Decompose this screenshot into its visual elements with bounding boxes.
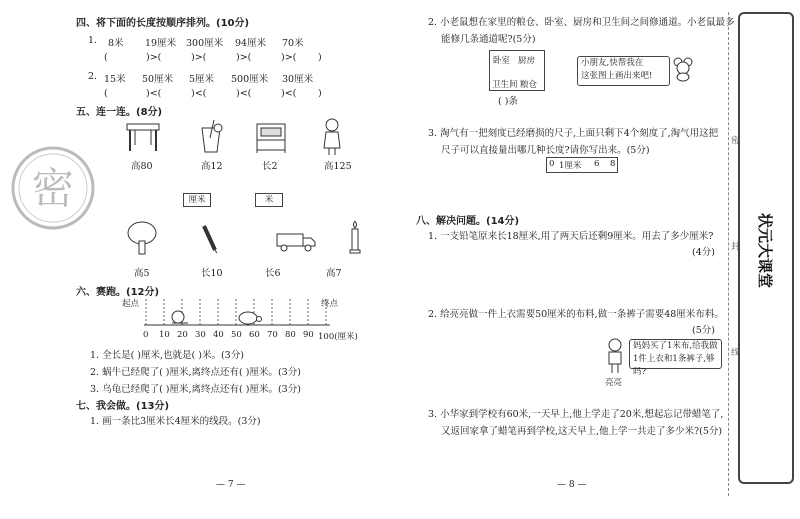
s8-q1b: (4分): [692, 247, 715, 258]
tick-label: 40: [213, 330, 224, 340]
snail-icon: [172, 311, 188, 323]
s6-q3: 3. 乌龟已经爬了( )厘米,离终点还有( )厘米。(3分): [90, 384, 301, 395]
truck-image: [275, 230, 317, 255]
tick-label: 90: [303, 330, 314, 340]
unit-box-m: 米: [255, 193, 283, 207]
brand-logo: [752, 202, 778, 298]
secret-stamp: [10, 145, 96, 231]
tick-label: 10: [159, 330, 170, 340]
s4-q2-cmp: )<(: [191, 88, 207, 99]
s4-q1-item: 300厘米: [186, 38, 224, 49]
bed-image: [253, 120, 289, 157]
bottom-label: 高7: [326, 268, 342, 279]
s6-q1: 1. 全长是( )厘米,也就是( )米。(3分): [90, 350, 244, 361]
s4-q2-num: 2.: [88, 71, 98, 82]
mouse-bubble-line1: 小朋友,快帮我在: [581, 58, 644, 68]
s4-q1-cmp: )>(: [191, 52, 207, 63]
s8-q2a: 2. 给亮亮做一件上衣需要50厘米的布料,做一条裤子需要48厘米布料。: [428, 309, 724, 320]
girl-image: [321, 118, 343, 159]
s4-q2-item: 15米: [104, 74, 126, 85]
worn-ruler: [546, 157, 618, 173]
room-granary: 粮仓: [520, 80, 538, 90]
section-4-heading: 四、将下面的长度按顺序排列。(10分): [76, 18, 250, 29]
s4-q2-cmp: (: [104, 88, 108, 99]
top-label: 高125: [324, 161, 352, 172]
ruler-mark: 6: [594, 159, 600, 169]
s4-q1-cmp: )>(: [236, 52, 252, 63]
seal-label: 封: [731, 242, 740, 252]
brand-text: 状元大课堂: [755, 212, 774, 288]
unit-box-cm: 厘米: [183, 193, 211, 207]
s4-q2-item: 30厘米: [282, 74, 314, 85]
r-q3-text2: 尺子可以直接量出哪几种长度?请你写出来。(5分): [441, 145, 650, 156]
s4-q1-item: 19厘米: [145, 38, 177, 49]
s4-q1-num: 1.: [88, 35, 98, 46]
tick-label: 60: [249, 330, 260, 340]
race-track: [140, 297, 340, 332]
seal-line: [728, 12, 730, 496]
boy-bubble-line1: 妈妈买了1米布,给我做: [633, 341, 718, 351]
s4-q1-cmp: ): [318, 52, 322, 63]
s4-q1-item: 94厘米: [235, 38, 267, 49]
cup-image: [196, 118, 226, 157]
race-start-label: 起点: [122, 299, 140, 309]
top-label: 长2: [262, 161, 278, 172]
s8-q1a: 1. 一支铅笔原来长18厘米,用了两天后还剩9厘米。用去了多少厘米?: [428, 231, 714, 242]
tick-label: 50: [231, 330, 242, 340]
s4-q2-item: 50厘米: [142, 74, 174, 85]
top-label: 高80: [131, 161, 153, 172]
s8-q3b: 又返回家拿了蜡笔再到学校,这天早上,他上学一共走了多少米?(5分): [441, 426, 723, 437]
s4-q2-item: 500厘米: [231, 74, 269, 85]
bottom-label: 高5: [134, 268, 150, 279]
r-q2-text1: 2. 小老鼠想在家里的粮仓、卧室、厨房和卫生间之间修通道。小老鼠最多: [428, 17, 735, 28]
r-q2-text2: 能修几条通道呢?(5分): [441, 34, 536, 45]
s4-q1-row: [88, 35, 97, 46]
floor-plan: [489, 50, 545, 91]
tick-label: 0: [143, 330, 149, 340]
section-5-heading: 五、连一连。(8分): [76, 107, 163, 118]
ruler-mark: 0: [549, 159, 555, 169]
section-6-heading: 六、赛跑。(12分): [76, 287, 160, 298]
tick-label: 20: [177, 330, 188, 340]
tick-label: 30: [195, 330, 206, 340]
s8-q3a: 3. 小华家到学校有60米,一天早上,他上学走了20米,想起忘记带蜡笔了,: [428, 409, 724, 420]
bottom-label: 长6: [265, 268, 281, 279]
mouse-bubble-line2: 这张图上画出来吧!: [581, 71, 653, 81]
tick-label: 80: [285, 330, 296, 340]
s4-q2-cmp: )<(: [281, 88, 297, 99]
section-7-heading: 七、我会做。(13分): [76, 401, 170, 412]
s7-q1: 1. 画一条比3厘米长4厘米的线段。(3分): [90, 416, 261, 427]
s4-q2-cmp: )<(: [236, 88, 252, 99]
sidebar-frame: [738, 12, 794, 484]
s8-q2b: (5分): [692, 325, 715, 336]
page-number-7: — 7 —: [216, 480, 246, 490]
s4-q1-item: 8米: [108, 38, 124, 49]
bottom-label: 长10: [201, 268, 223, 279]
boy-bubble-line2: 1件上衣和1条裤子,够吗?: [633, 354, 715, 377]
s6-q2: 2. 蜗牛已经爬了( )厘米,离终点还有( )厘米。(3分): [90, 367, 301, 378]
s4-q2-item: 5厘米: [189, 74, 215, 85]
ruler-mark: 8: [610, 159, 616, 169]
tree-image: [125, 221, 159, 258]
boy-liangliang-image: [604, 338, 626, 377]
s4-q1-cmp: (: [104, 52, 108, 63]
ruler-mark: 1厘米: [559, 161, 582, 171]
seal-label: 密: [731, 136, 740, 146]
mouse-speech-bubble: [577, 56, 670, 86]
candle-image: [348, 219, 362, 258]
stamp-char: 密: [31, 164, 75, 213]
top-label: 高12: [201, 161, 223, 172]
turtle-icon: [239, 312, 262, 324]
s4-q2-cmp: )<(: [146, 88, 162, 99]
table-image: [125, 121, 161, 156]
room-kitchen: 厨房: [518, 56, 536, 66]
pencil-image: [200, 222, 220, 257]
tick-label: 100(厘米): [318, 332, 358, 342]
room-bathroom: 卫生间: [492, 80, 518, 90]
race-end-label: 终点: [321, 299, 339, 309]
seal-label: 线: [731, 348, 740, 358]
s4-q1-cmp: )>(: [146, 52, 162, 63]
room-bedroom: 卧室: [493, 56, 511, 66]
mouse-image: [672, 56, 694, 85]
r-q3-text1: 3. 淘气有一把刻度已经磨损的尺子,上面只剩下4个刻度了,淘气用这把: [428, 128, 719, 139]
boy-name: 亮亮: [605, 378, 623, 388]
section-8-heading: 八、解决问题。(14分): [416, 216, 520, 227]
s4-q2-cmp: ): [318, 88, 322, 99]
tick-label: 70: [267, 330, 278, 340]
page-number-8: — 8 —: [557, 480, 587, 490]
r-q2-answer: ( )条: [498, 96, 518, 107]
s4-q1-cmp: )>(: [281, 52, 297, 63]
s4-q1-item: 70米: [282, 38, 304, 49]
boy-speech-bubble: [629, 339, 722, 377]
